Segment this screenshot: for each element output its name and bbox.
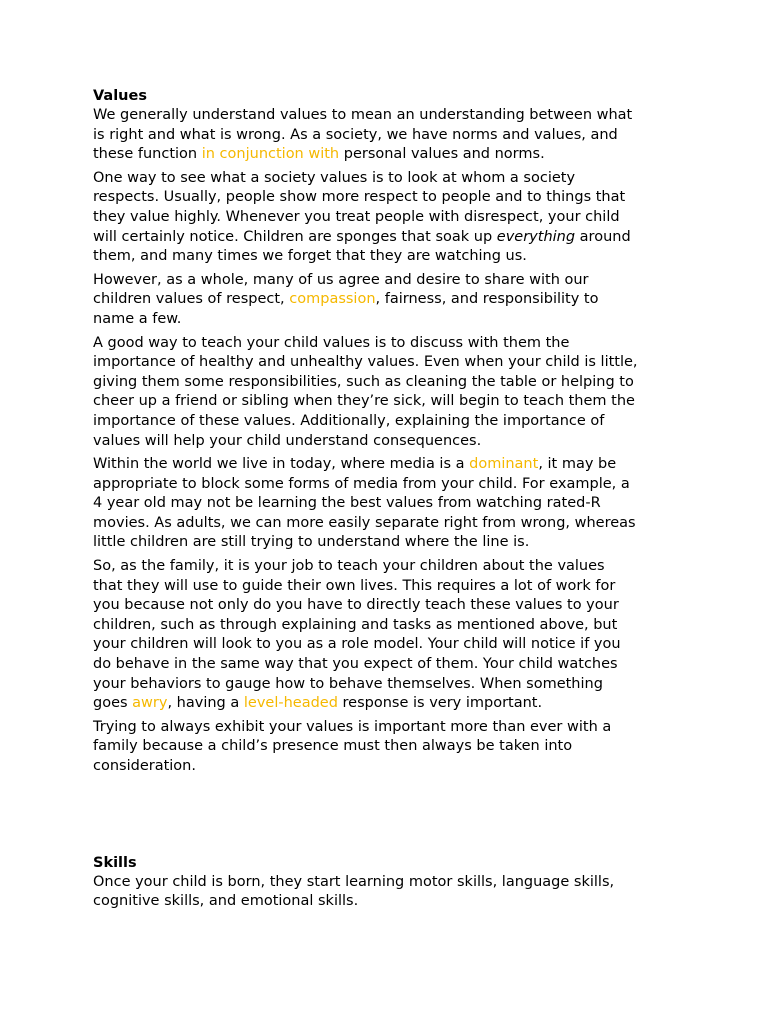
text-run: However, as a whole, many of us agree and desire to share with our [93, 271, 589, 288]
text-run: personal values and norms. [339, 146, 545, 163]
text-run: they value highly. Whenever you treat people with disrespect, your child [93, 208, 620, 225]
values-heading: Values [93, 88, 147, 104]
text-run: is right and what is wrong. As a society, we have norms and values, and [93, 126, 618, 143]
text-run: will certainly notice. Children are sponges that soak up [93, 228, 497, 245]
text-run: response is very important. [337, 695, 543, 712]
text-run: do behave in the same way that you expect of them. Your child watches [93, 656, 618, 673]
text-run: cheer up a friend or sibling when they’re sick, will begin to teach them the [93, 393, 635, 410]
text-run: cognitive skills, and emotional skills. [93, 893, 359, 910]
section-spacer [93, 781, 683, 853]
text-run: appropriate to block some forms of media from your child. For example, a [93, 475, 630, 492]
paragraph [93, 169, 683, 267]
values-section-paragraphs [93, 106, 683, 777]
text-run: Within the world we live in today, where media is a [93, 456, 470, 473]
paragraph [93, 873, 683, 912]
text-run: One way to see what a society values is to look at whom a society [93, 169, 576, 186]
text-run: respects. Usually, people show more respect to people and to things that [93, 189, 626, 206]
highlighted-term: compassion [289, 291, 376, 308]
skills-heading: Skills [93, 854, 137, 871]
text-run: A good way to teach your child values is to discuss with them the [93, 334, 570, 351]
text-run: importance of these values. Additionally, explaining the importance of [93, 412, 605, 429]
skills-section-paragraphs [93, 873, 683, 912]
text-run: importance of healthy and unhealthy values. Even when your child is little, [93, 354, 638, 371]
text-run: children, such as through explaining and tasks as mentioned above, but [93, 616, 618, 633]
text-run: you because not only do you have to directly teach these values to your [93, 597, 619, 614]
text-run: that they will use to guide their own lives. This requires a lot of work for [93, 577, 616, 594]
highlighted-term: dominant [469, 456, 539, 473]
text-run: values will help your child understand consequences. [93, 432, 482, 449]
text-run: We generally understand values to mean an understanding between what [93, 107, 633, 123]
text-run: , it may be [538, 456, 617, 473]
text-run: your children will look to you as a role model. Your child will notice if you [93, 636, 621, 653]
text-run: name a few. [93, 310, 182, 327]
paragraph [93, 718, 683, 777]
text-run: around [575, 228, 631, 245]
text-run: consideration. [93, 758, 196, 774]
paragraph [93, 455, 683, 553]
emphasized-text: everything [496, 228, 576, 245]
paragraph [93, 106, 683, 165]
paragraph [93, 557, 683, 714]
highlighted-term: in conjunction with [201, 146, 340, 163]
paragraph [93, 271, 683, 330]
text-run: So, as the family, it is your job to teach your children about the values [93, 558, 605, 575]
text-run: giving them some responsibilities, such as cleaning the table or helping to [93, 373, 634, 390]
highlighted-term: level-headed [243, 695, 338, 712]
text-run: 4 year old may not be learning the best values from watching rated-R [93, 495, 601, 512]
text-run: them, and many times we forget that they are watching us. [93, 248, 527, 265]
text-run: family because a child’s presence must then always be taken into [93, 738, 573, 755]
text-run: children values of respect, [93, 291, 290, 308]
text-run: , having a [167, 695, 244, 712]
text-run: little children are still trying to understand where the line is. [93, 534, 530, 551]
text-run: your behaviors to gauge how to behave themselves. When something [93, 675, 603, 692]
text-run: goes [93, 695, 133, 712]
text-run: movies. As adults, we can more easily separate right from wrong, whereas [93, 514, 636, 531]
document-body [93, 86, 683, 916]
text-run: Trying to always exhibit your values is important more than ever with a [93, 718, 612, 735]
text-run: Once your child is born, they start learning motor skills, language skills, [93, 873, 615, 890]
text-run: these function [93, 146, 202, 163]
text-run: , fairness, and responsibility to [375, 291, 599, 308]
paragraph [93, 334, 683, 452]
highlighted-term: awry [132, 695, 168, 712]
